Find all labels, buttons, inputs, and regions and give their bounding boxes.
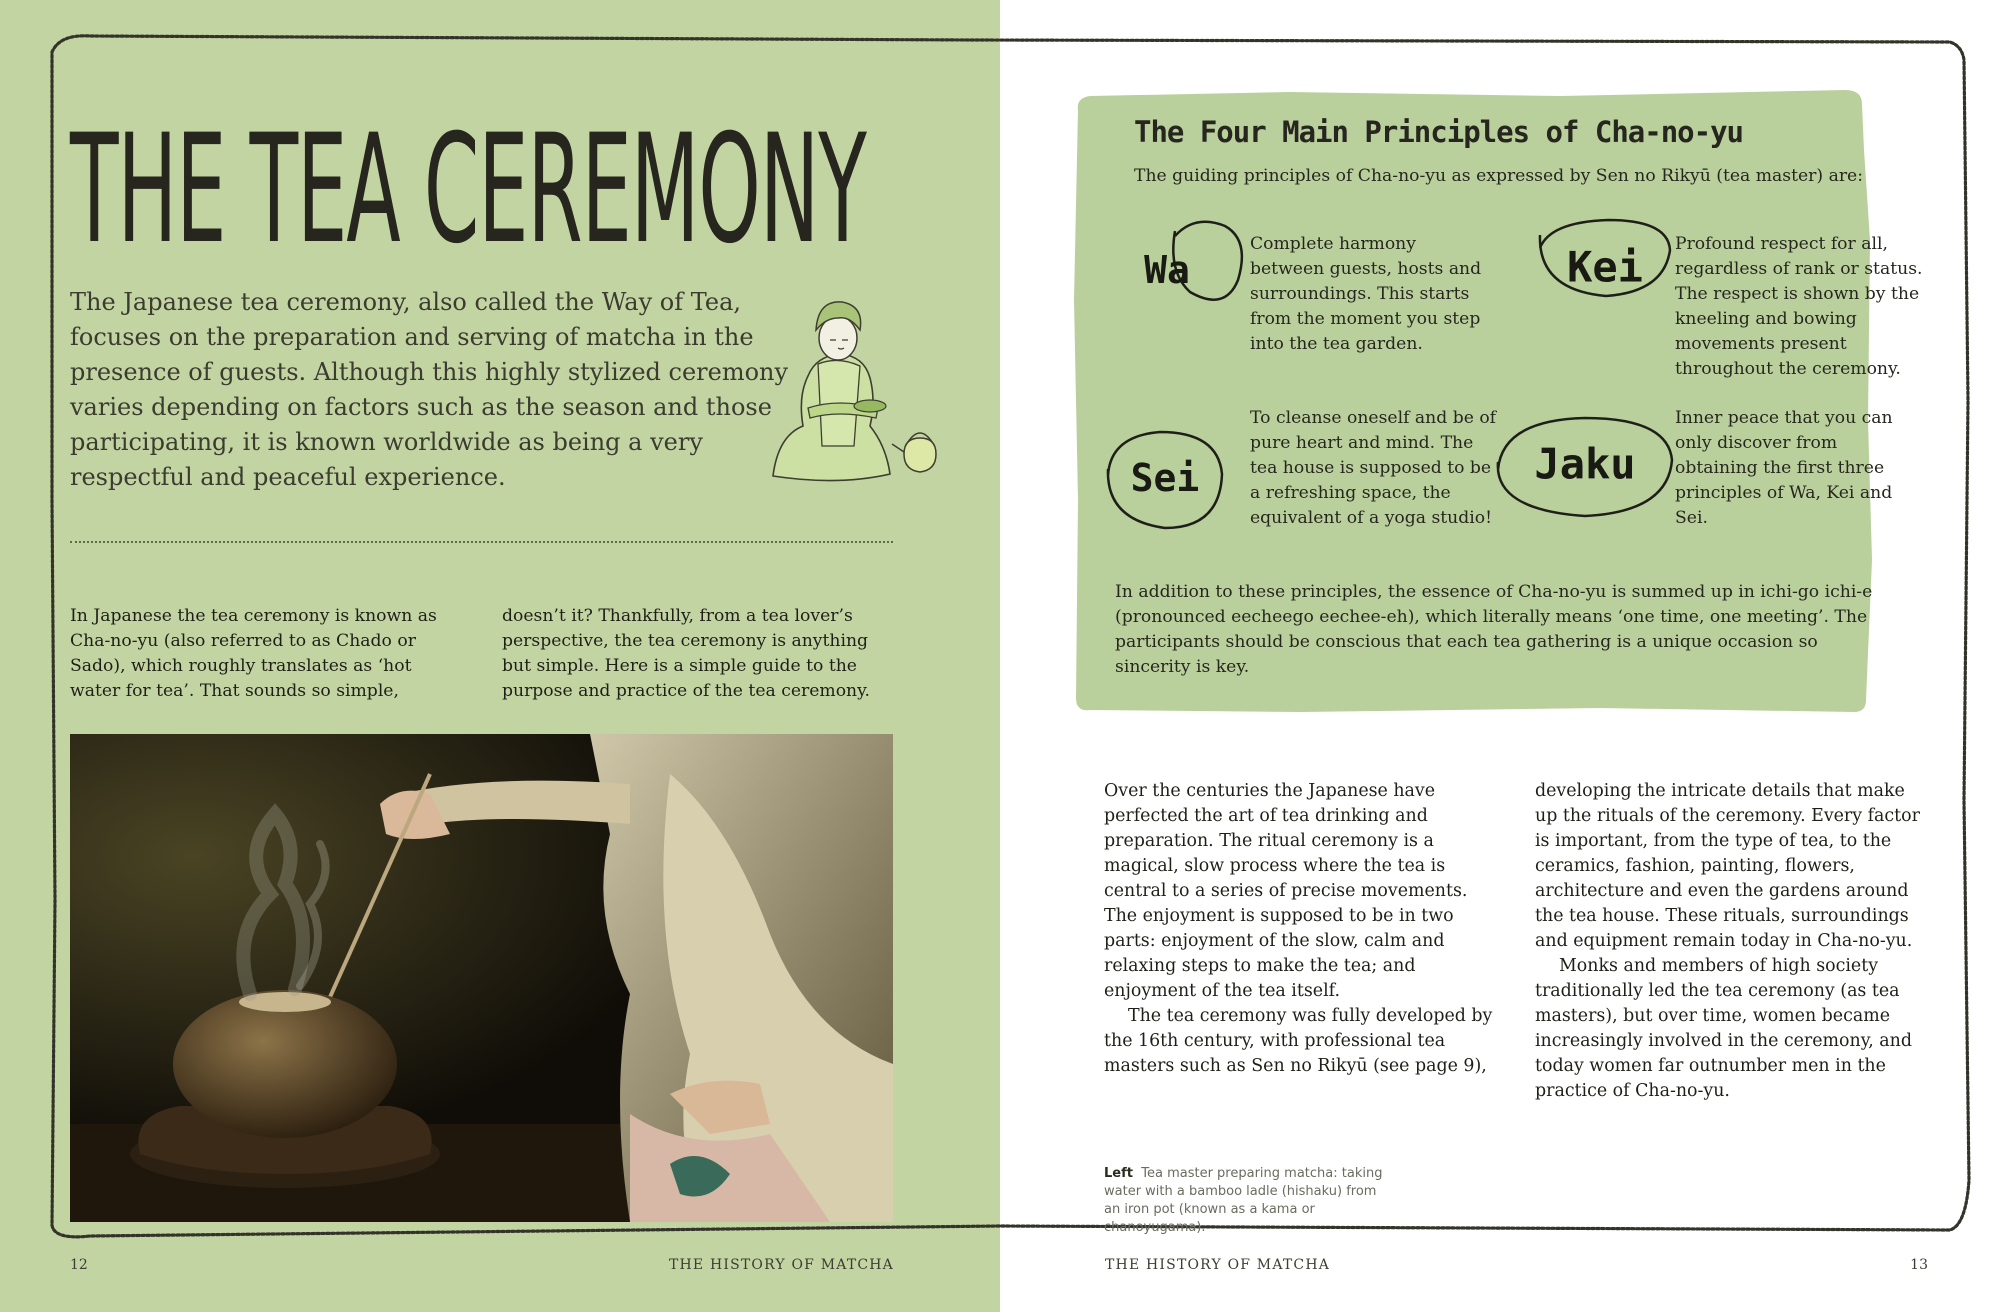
left-body-col-2: doesn’t it? Thankfully, from a tea lover’s perspective, the tea ceremony is anything but simple. Here is a simple guide to the purpose and practice of the tea ceremony. (502, 606, 870, 701)
intro-paragraph: The Japanese tea ceremony, also called the Way of Tea, focuses on the preparation and serving of matcha in the presence of guests. Although this highly stylized ceremony varies depending on factors such as the season and those participating, it is known worldwide as being a very respectful and peaceful experience. (70, 288, 789, 491)
principles-title: The Four Main Principles of Cha-no-yu (1134, 115, 1744, 149)
left-body-col-1: In Japanese the tea ceremony is known as Cha-no-yu (also referred to as Chado or Sado), which roughly translates as ‘hot water for tea’. That sounds so simple, (70, 606, 437, 701)
photo-caption (1104, 1165, 1394, 1237)
principle-name-sei: Sei (1130, 456, 1200, 500)
caption-text: Tea master preparing matcha: taking water with a bamboo ladle (hishaku) from an iron pot (known as a kama or chanoyugama). (1104, 1166, 1383, 1235)
running-head-right: THE HISTORY OF MATCHA (1105, 1257, 1331, 1273)
right-body-col-1 (1104, 779, 1493, 1104)
principle-name-jaku: Jaku (1534, 439, 1636, 489)
principle-text-sei: To cleanse oneself and be of pure heart and mind. The tea house is supposed to be a refreshing space, the equivalent of a yoga studio! (1250, 408, 1497, 528)
principle-text-kei: Profound respect for all, regardless of rank or status. The respect is shown by the kneeling and bowing movements present throughout the ceremony. (1675, 234, 1923, 379)
right-col2-para1: developing the intricate details that make up the rituals of the ceremony. Every factor is important, from the type of tea, to the ceramics, fashion, painting, flowers, architecture and even the gardens around the tea house. These rituals, surroundings and equipment remain today in Cha-no-yu. (1535, 781, 1920, 951)
right-col1-para1: Over the centuries the Japanese have perfected the art of tea drinking and preparation. The ritual ceremony is a magical, slow process where the tea is central to a series of precise movements. The enjoyment is supposed to be in two parts: enjoyment of the slow, calm and relaxing steps to make the tea; and enjoyment of the tea itself. (1104, 781, 1468, 1001)
principle-text-wa: Complete harmony between guests, hosts and surroundings. This starts from the moment you step into the tea garden. (1250, 234, 1482, 354)
principle-name-wa: Wa (1144, 248, 1190, 292)
principle-name-kei: Kei (1567, 242, 1643, 292)
essence-paragraph: In addition to these principles, the essence of Cha-no-yu is summed up in ichi-go ichi-e (pronounced eecheego eechee-eh), which literally means ‘one time, one meeting’. The participants should be conscious that each tea gathering is a unique occasion so sincerity is key. (1115, 582, 1873, 677)
right-col2-para2: Monks and members of high society traditionally led the tea ceremony (as tea masters), but over time, women became increasingly involved in the ceremony, and today women far outnumber men in the practice of Cha-no-yu. (1535, 956, 1912, 1101)
principles-subtitle: The guiding principles of Cha-no-yu as expressed by Sen no Rikyū (tea master) are: (1134, 166, 1863, 186)
running-head-left: THE HISTORY OF MATCHA (668, 1257, 894, 1273)
right-body-columns (1104, 779, 1924, 1104)
right-body-col-2 (1535, 779, 1924, 1104)
page-number-left: 12 (70, 1257, 88, 1273)
caption-label: Left (1104, 1166, 1133, 1181)
page-title: THE TEA CEREMONY (70, 103, 866, 277)
right-col1-para2: The tea ceremony was fully developed by the 16th century, with professional tea masters such as Sen no Rikyū (see page 9), (1104, 1006, 1493, 1076)
principle-text-jaku: Inner peace that you can only discover from obtaining the first three principles of Wa, Kei and Sei. (1675, 408, 1893, 528)
page-number-right: 13 (1910, 1257, 1928, 1273)
